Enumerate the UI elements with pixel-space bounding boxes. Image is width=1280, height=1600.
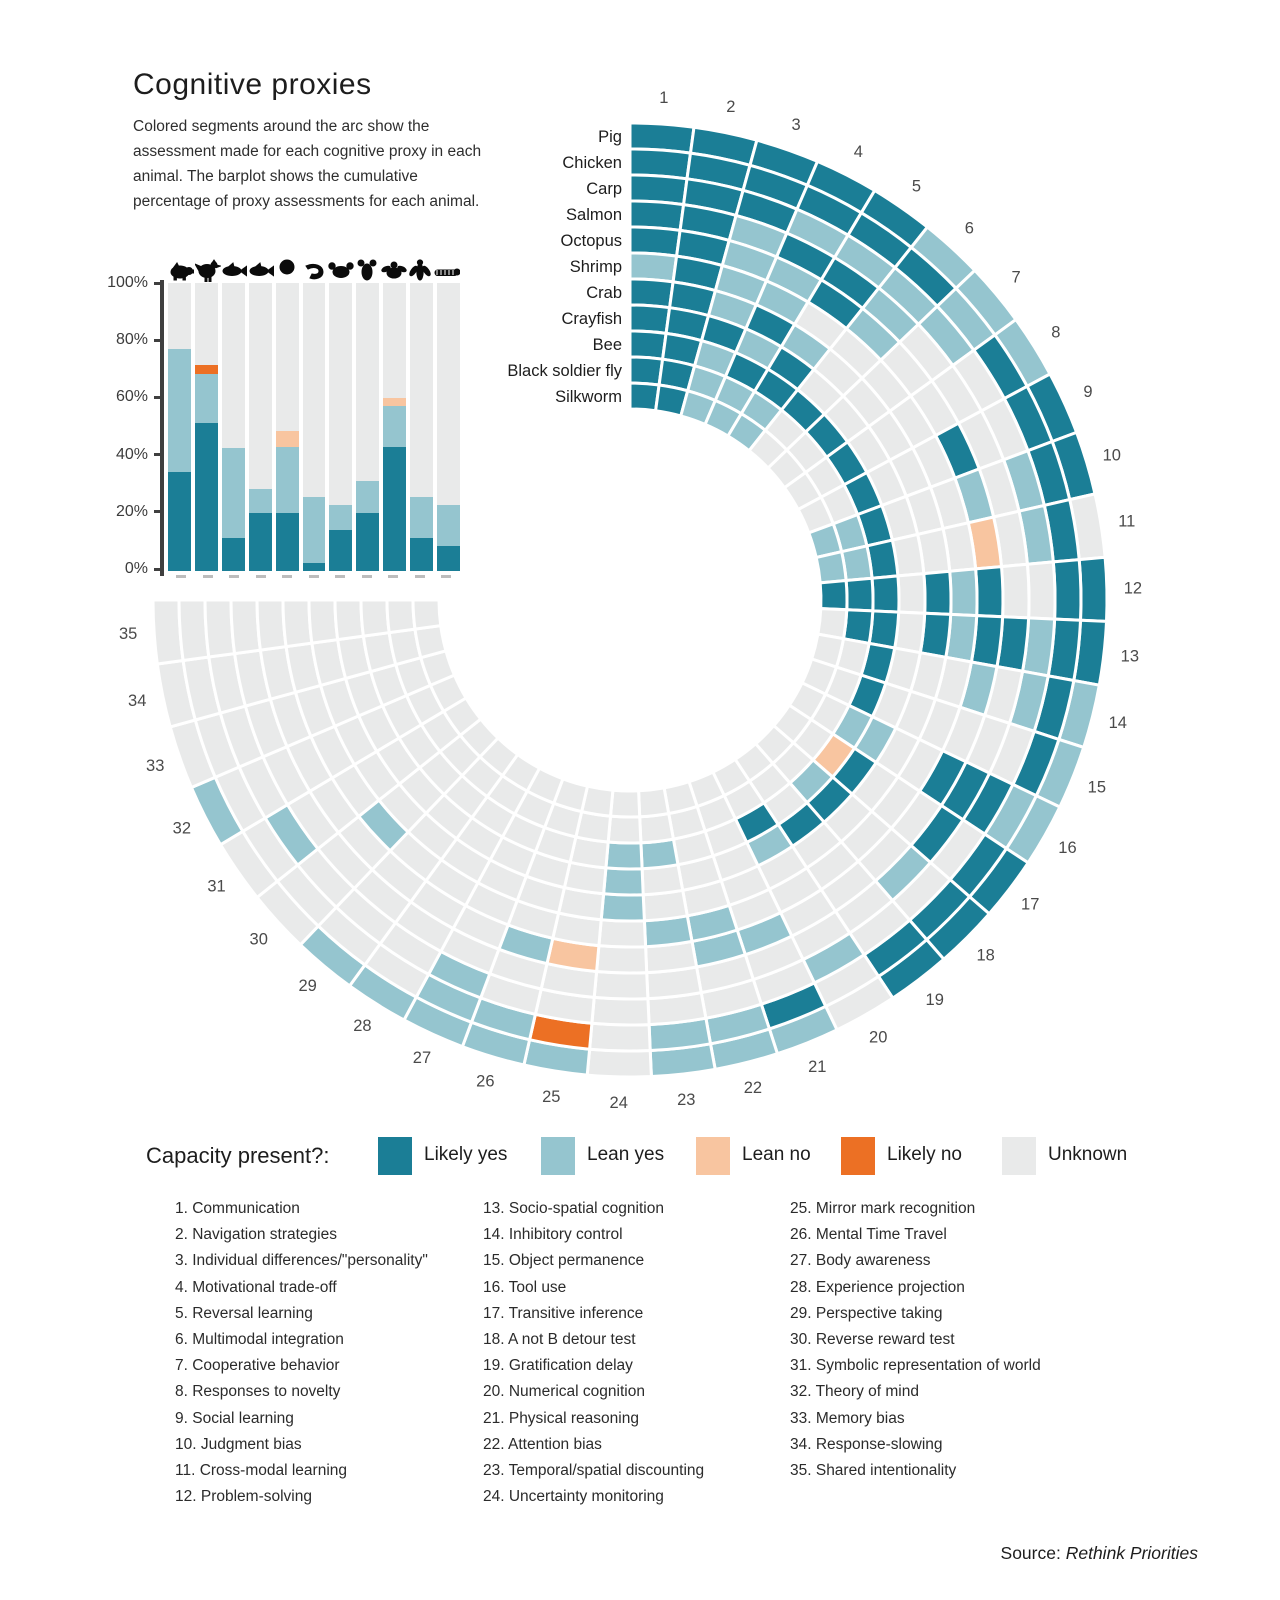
legend-swatch-likely_yes	[378, 1137, 412, 1175]
proxy-item-4: 4. Motivational trade-off	[175, 1278, 337, 1296]
donut-cell	[606, 842, 642, 869]
donut-cell	[630, 253, 677, 282]
donut-cell	[415, 626, 446, 658]
proxy-item-2: 2. Navigation strategies	[175, 1226, 337, 1244]
proxy-number-label: 8	[1051, 323, 1061, 342]
donut-cell	[924, 571, 951, 614]
proxy-number-label: 14	[1108, 713, 1127, 732]
animal-ring-label: Shrimp	[569, 258, 622, 276]
proxy-number-label: 6	[964, 219, 974, 238]
page-title: Cognitive proxies	[133, 68, 372, 101]
proxy-item-30: 30. Reverse reward test	[790, 1330, 955, 1348]
proxy-number-label: 34	[128, 691, 147, 710]
proxy-item-8: 8. Responses to novelty	[175, 1383, 341, 1401]
proxy-item-33: 33. Memory bias	[790, 1409, 905, 1427]
legend-swatch-lean_no	[696, 1137, 730, 1175]
proxy-number-label: 10	[1102, 446, 1121, 465]
legend-title: Capacity present?:	[146, 1143, 330, 1168]
donut-cell	[872, 576, 899, 612]
proxy-item-31: 31. Symbolic representation of world	[790, 1357, 1041, 1375]
proxy-number-label: 32	[172, 819, 192, 838]
donut-cell	[387, 600, 415, 633]
donut-cell	[1002, 564, 1030, 618]
proxy-number-label: 30	[249, 930, 268, 949]
donut-cell	[361, 600, 389, 636]
legend-swatch-likely_no	[841, 1137, 875, 1175]
proxy-number-label: 12	[1123, 579, 1143, 598]
proxy-number-label: 20	[869, 1028, 888, 1047]
donut-cell	[846, 578, 873, 611]
donut-cell	[1027, 562, 1055, 619]
proxy-item-35: 35. Shared intentionality	[790, 1461, 957, 1479]
proxy-item-7: 7. Cooperative behavior	[175, 1357, 340, 1375]
donut-cell	[950, 569, 977, 616]
proxy-item-1: 1. Communication	[175, 1200, 300, 1217]
donut-cell	[976, 567, 1003, 617]
donut-cell	[309, 600, 338, 643]
donut-cell	[604, 868, 644, 895]
animal-ring-label: Silkworm	[555, 388, 622, 406]
proxy-item-13: 13. Socio-spatial cognition	[483, 1200, 664, 1217]
animal-ring-label: Salmon	[566, 206, 622, 224]
legend-swatch-lean_yes	[541, 1137, 575, 1175]
proxy-number-label: 33	[146, 757, 165, 776]
proxy-item-25: 25. Mirror mark recognition	[790, 1200, 976, 1217]
donut-cell	[597, 946, 647, 973]
donut-cell	[630, 357, 663, 385]
proxy-number-label: 16	[1058, 839, 1077, 858]
proxy-item-23: 23. Temporal/spatial discounting	[483, 1461, 705, 1479]
animal-ring-label: Octopus	[560, 232, 622, 250]
donut-cell	[587, 1049, 651, 1077]
proxy-item-27: 27. Body awareness	[790, 1252, 931, 1270]
proxy-item-10: 10. Judgment bias	[175, 1435, 302, 1453]
donut-cell	[590, 1023, 651, 1051]
donut-cell	[594, 972, 648, 1000]
proxy-item-21: 21. Physical reasoning	[483, 1409, 639, 1427]
animal-ring-label: Carp	[586, 180, 622, 198]
proxy-number-label: 31	[207, 877, 226, 896]
proxy-list-column-2	[483, 1200, 704, 1514]
legend-label-likely_no: Likely no	[887, 1144, 962, 1165]
proxy-number-label: 17	[1021, 895, 1040, 914]
donut-cell	[816, 552, 846, 583]
legend	[146, 1136, 1206, 1180]
proxy-item-18: 18. A not B detour test	[483, 1330, 636, 1348]
y-axis-tick-label: 20%	[115, 502, 148, 520]
proxy-item-9: 9. Social learning	[175, 1409, 294, 1427]
proxy-number-label: 35	[118, 624, 138, 643]
donut-cell	[1053, 560, 1081, 621]
donut-cell	[639, 788, 669, 817]
proxy-number-label: 18	[976, 946, 995, 965]
donut-cell	[413, 600, 441, 629]
proxy-number-label: 2	[726, 98, 736, 117]
legend-label-lean_no: Lean no	[742, 1144, 811, 1165]
source-credit	[1001, 1543, 1198, 1564]
proxy-number-label: 25	[542, 1087, 561, 1106]
y-axis-tick-label: 100%	[107, 274, 148, 291]
proxy-number-label: 23	[677, 1090, 696, 1109]
proxy-number-label: 29	[298, 977, 317, 996]
proxy-item-6: 6. Multimodal integration	[175, 1330, 344, 1348]
y-axis-tick-label: 0%	[124, 560, 148, 577]
donut-cell	[630, 331, 666, 359]
donut-cell	[630, 305, 670, 333]
proxy-item-19: 19. Gratification delay	[483, 1357, 633, 1375]
donut-cell	[898, 574, 925, 614]
proxy-item-15: 15. Object permanence	[483, 1252, 645, 1270]
donut-cell	[611, 790, 640, 817]
animal-ring-label: Crayfish	[561, 310, 622, 328]
donut-cell	[592, 997, 649, 1025]
animal-ring-label: Chicken	[562, 154, 622, 172]
proxy-number-label: 22	[743, 1078, 763, 1097]
y-axis-tick-label: 60%	[115, 388, 148, 406]
proxy-number-label: 7	[1011, 268, 1021, 287]
proxy-item-20: 20. Numerical cognition	[483, 1383, 645, 1401]
donut-cell	[820, 581, 847, 610]
donut-cell	[630, 279, 673, 308]
proxy-item-26: 26. Mental Time Travel	[790, 1226, 947, 1244]
proxy-item-17: 17. Transitive inference	[483, 1304, 644, 1322]
proxy-item-14: 14. Inhibitory control	[483, 1226, 623, 1244]
y-axis-tick-label: 40%	[115, 445, 148, 463]
proxy-item-11: 11. Cross-modal learning	[175, 1461, 348, 1479]
proxy-number-label: 13	[1120, 647, 1140, 666]
proxy-number-label: 4	[853, 142, 863, 161]
proxy-item-16: 16. Tool use	[483, 1278, 567, 1296]
donut-cell	[608, 816, 641, 843]
proxy-number-label: 21	[808, 1057, 827, 1076]
animal-ring-label: Black soldier fly	[507, 362, 622, 380]
proxy-item-5: 5. Reversal learning	[175, 1304, 313, 1322]
proxy-list-column-3	[790, 1200, 1041, 1488]
proxy-number-label: 5	[911, 177, 922, 196]
proxy-number-label: 9	[1083, 382, 1093, 401]
animal-ring-label: Pig	[598, 128, 622, 146]
donut-cell	[283, 600, 312, 647]
proxy-number-label: 15	[1087, 778, 1107, 797]
legend-swatch-unknown	[1002, 1137, 1036, 1175]
chart-description: Colored segments around the arc show the assessment made for each cognitive proxy in each animal. The barplot shows the cumulative percentage of proxy assessments for each animal.	[133, 118, 482, 211]
donut-cell	[601, 894, 644, 921]
donut-cell	[335, 600, 363, 640]
proxy-number-label: 11	[1118, 512, 1136, 531]
legend-label-lean_yes: Lean yes	[587, 1144, 665, 1165]
y-axis-tick-label: 80%	[115, 331, 148, 349]
proxy-item-22: 22. Attention bias	[483, 1435, 602, 1453]
proxy-number-label: 3	[791, 116, 801, 135]
proxy-item-34: 34. Response-slowing	[790, 1435, 943, 1453]
proxy-item-32: 32. Theory of mind	[790, 1383, 919, 1401]
proxy-item-29: 29. Perspective taking	[790, 1304, 943, 1322]
proxy-item-28: 28. Experience projection	[790, 1278, 965, 1296]
animal-ring-label: Crab	[586, 284, 622, 302]
legend-label-unknown: Unknown	[1048, 1144, 1128, 1165]
donut-cell	[599, 920, 646, 947]
donut-cell	[1079, 557, 1107, 621]
proxy-number-label: 19	[925, 991, 944, 1010]
proxy-item-3: 3. Individual differences/"personality"	[175, 1252, 428, 1270]
proxy-number-label: 24	[609, 1093, 628, 1112]
legend-label-likely_yes: Likely yes	[424, 1144, 508, 1165]
source-label: Source:	[1000, 1543, 1066, 1563]
proxy-item-12: 12. Problem-solving	[175, 1488, 312, 1506]
proxy-number-label: 28	[353, 1016, 372, 1035]
proxy-number-label: 27	[412, 1048, 432, 1067]
animal-ring-label: Bee	[592, 336, 622, 354]
source-name: Rethink Priorities	[1065, 1543, 1198, 1563]
proxy-number-label: 26	[476, 1072, 495, 1091]
proxy-list-column-1	[175, 1200, 428, 1514]
proxy-number-label: 1	[659, 89, 669, 108]
proxy-item-24: 24. Uncertainty monitoring	[483, 1488, 664, 1506]
